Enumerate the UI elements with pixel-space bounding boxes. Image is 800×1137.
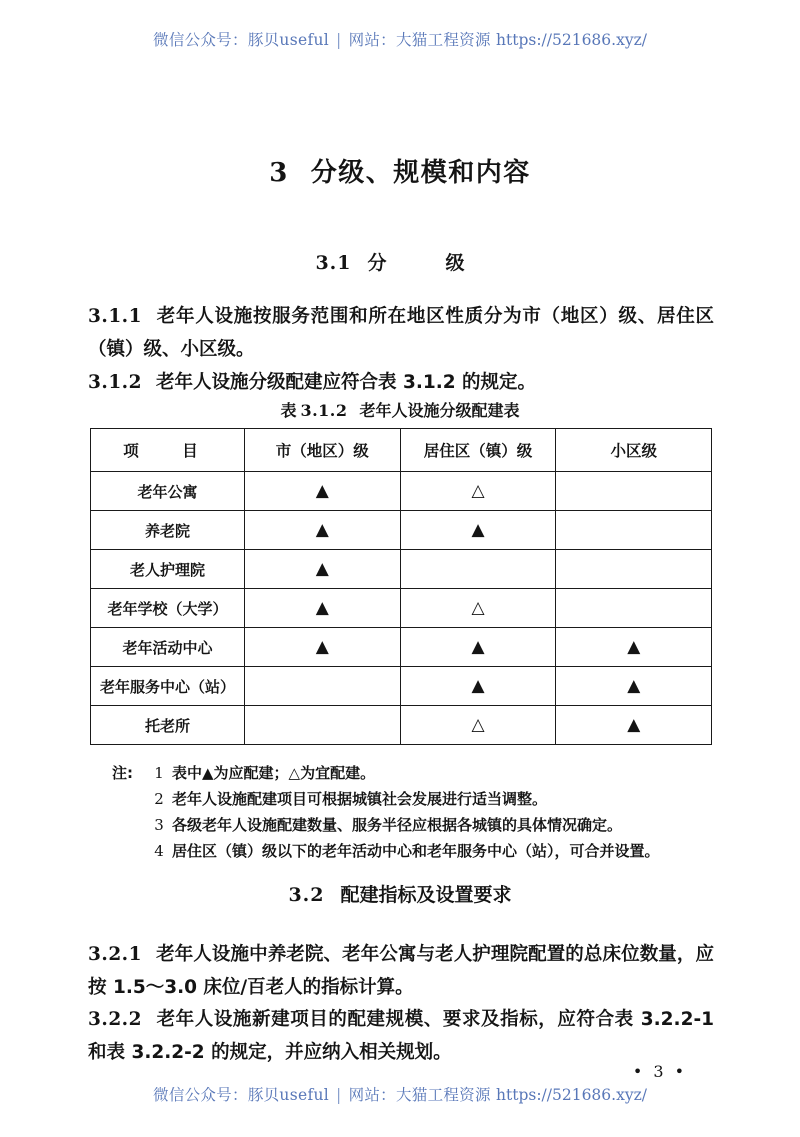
table-cell-residential [400,472,556,511]
table-cell-residential [400,550,556,589]
note-index: 3 [154,816,164,834]
chapter-title-text: 分级、规模和内容 [310,158,531,188]
table-cell-residential [400,706,556,745]
watermark-separator: | [336,31,342,49]
table-cell-block [556,550,712,589]
配建-mark: ▲ [627,637,641,657]
table-cell-item: 老人护理院 [91,550,245,589]
watermark-footer-wechat-label: 微信公众号：豚贝useful [153,1086,330,1104]
table-row [91,472,712,511]
table-row [91,550,712,589]
watermark-site-label: 网站：大猫工程资源 [348,31,491,49]
paragraph-3-1-2 [88,366,714,399]
section-3-1-number: 3.1 [315,252,352,274]
table-row [91,706,712,745]
table-header-row [91,429,712,472]
配建-mark: ▲ [315,559,329,579]
table-cell-item: 养老院 [91,511,245,550]
table-cell-item: 老年服务中心（站） [91,667,245,706]
配建-mark: ▲ [471,676,485,696]
table-cell-block [556,628,712,667]
section-heading-3-2 [0,880,800,907]
chapter-title [0,152,800,189]
table-header-item [91,429,245,472]
table-cell-city [244,706,400,745]
table-caption [0,398,800,421]
table-body [91,472,712,745]
table-cell-block [556,589,712,628]
watermark-footer-site-label: 网站：大猫工程资源 [348,1086,491,1104]
table-cell-city [244,511,400,550]
table-cell-city [244,472,400,511]
table-caption-number: 3.1.2 [300,401,348,420]
section-heading-3-1 [0,248,800,275]
note-index: 2 [154,790,164,808]
table-row [91,511,712,550]
note-item [112,760,722,786]
paragraph-3-1-1-number: 3.1.1 [88,306,142,327]
table-caption-prefix: 表 [280,401,297,420]
配建-mark: ▲ [315,637,329,657]
note-text: 各级老年人设施配建数量、服务半径应根据各城镇的具体情况确定。 [172,816,623,834]
table-cell-city [244,628,400,667]
配建-mark: ▲ [627,715,641,735]
paragraph-3-1-2-text: 老年人设施分级配建应符合表 3.1.2 的规定。 [156,372,537,393]
watermark-url: https://521686.xyz/ [496,31,647,49]
note-label: 注: [112,764,133,782]
table-header-city: 市（地区）级 [244,429,400,472]
grade-配建-table [90,428,712,745]
配建-mark: △ [471,481,485,501]
配建-mark: ▲ [315,520,329,540]
table-cell-residential [400,589,556,628]
note-text: 老年人设施配建项目可根据城镇社会发展进行适当调整。 [172,790,548,808]
table-header [91,429,712,472]
配建-mark: ▲ [471,520,485,540]
table-row [91,667,712,706]
chapter-number: 3 [269,158,289,188]
note-text: 表中▲为应配建；△为宜配建。 [172,764,376,782]
paragraph-3-2-2 [88,1003,714,1069]
配建-mark: ▲ [315,598,329,618]
table-header-item-label: 项 目 [123,442,212,460]
page-number: • 3 • [632,1062,688,1081]
paragraph-3-2-2-text: 老年人设施新建项目的配建规模、要求及指标，应符合表 3.2.2-1 和表 3.2.2-2 的规定，并应纳入相关规划。 [88,1009,714,1063]
section-3-1-title: 分 级 [367,252,485,274]
table-cell-item: 老年公寓 [91,472,245,511]
table-cell-item: 老年学校（大学） [91,589,245,628]
section-3-2-title: 配建指标及设置要求 [340,884,512,906]
paragraph-3-2-1 [88,938,714,1004]
table-cell-block [556,706,712,745]
table-row [91,589,712,628]
table-header-residential: 居住区（镇）级 [400,429,556,472]
table-cell-residential [400,667,556,706]
note-index: 1 [154,764,164,782]
paragraph-3-1-1-text: 老年人设施按服务范围和所在地区性质分为市（地区）级、居住区（镇）级、小区级。 [88,306,714,360]
paragraph-3-2-1-number: 3.2.1 [88,944,142,965]
table-cell-block [556,667,712,706]
watermark-wechat-label: 微信公众号：豚贝useful [153,31,330,49]
table-cell-city [244,667,400,706]
watermark-footer [0,1083,800,1105]
watermark-header [0,28,800,50]
watermark-footer-separator: | [336,1086,342,1104]
paragraph-3-1-2-number: 3.1.2 [88,372,142,393]
配建-mark: △ [471,715,485,735]
table-caption-title: 老年人设施分级配建表 [359,401,520,420]
note-item [112,838,722,864]
paragraph-3-1-1 [88,300,714,366]
table-row [91,628,712,667]
table-cell-item: 托老所 [91,706,245,745]
note-index: 4 [154,842,164,860]
配建-mark: ▲ [315,481,329,501]
table-cell-city [244,550,400,589]
table-notes [112,760,722,864]
table-cell-residential [400,511,556,550]
note-text: 居住区（镇）级以下的老年活动中心和老年服务中心（站），可合并设置。 [172,842,660,860]
watermark-footer-url: https://521686.xyz/ [496,1086,647,1104]
配建-mark: ▲ [471,637,485,657]
paragraph-3-2-1-text: 老年人设施中养老院、老年公寓与老人护理院配置的总床位数量，应按 1.5～3.0 床位/百老人的指标计算。 [88,944,714,998]
paragraph-3-2-2-number: 3.2.2 [88,1009,142,1030]
table-header-block: 小区级 [556,429,712,472]
table-cell-residential [400,628,556,667]
note-item [112,812,722,838]
table-cell-block [556,472,712,511]
section-3-2-number: 3.2 [288,884,325,906]
配建-mark: ▲ [627,676,641,696]
table-cell-block [556,511,712,550]
table-cell-item: 老年活动中心 [91,628,245,667]
配建-mark: △ [471,598,485,618]
table-cell-city [244,589,400,628]
note-item [112,786,722,812]
